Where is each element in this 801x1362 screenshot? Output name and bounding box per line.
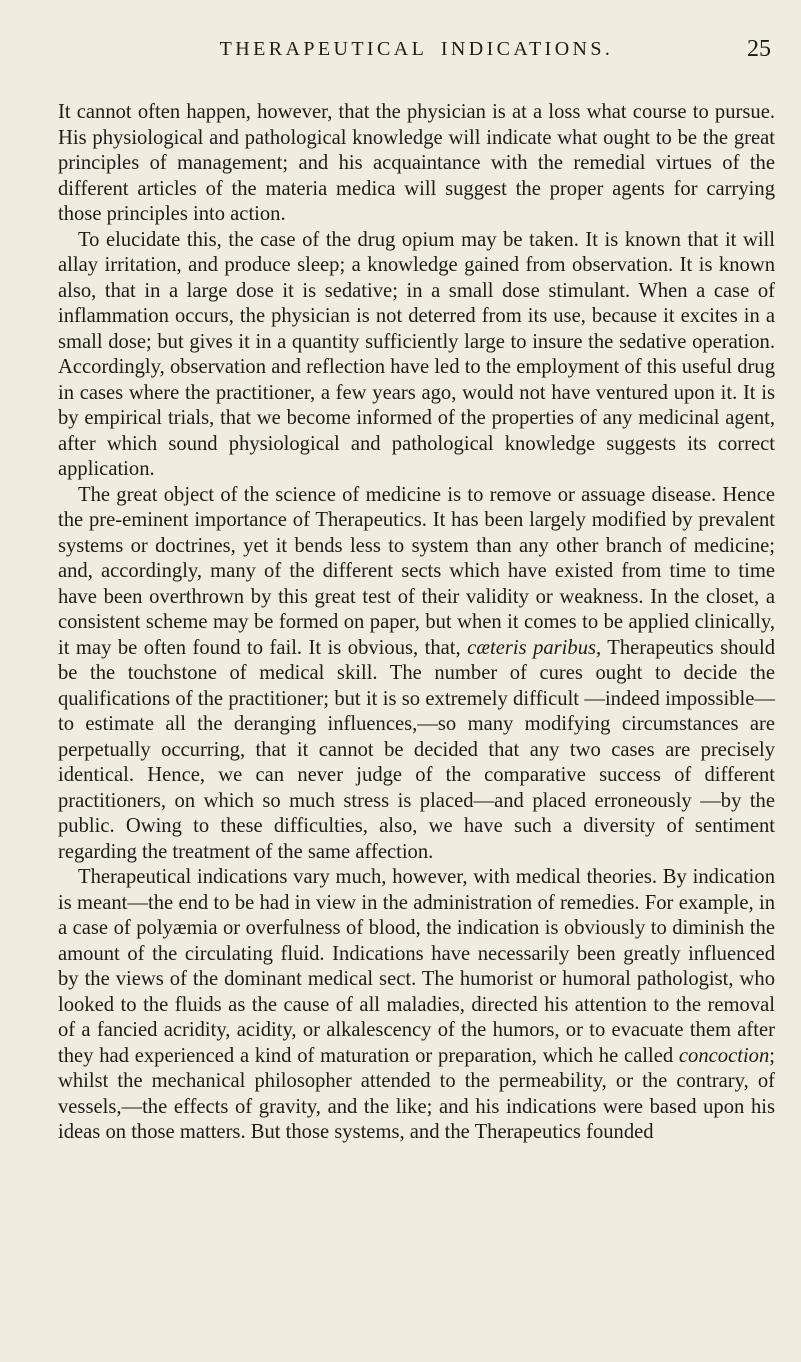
running-title: THERAPEUTICAL INDICATIONS. (219, 38, 614, 60)
text-run: To elucidate this, the case of the drug opium may be taken. It is known that it will allay irritation, and produce sleep; a knowledge gained from observation. It is known also, that in a large dose it is sedative; in a small dose stimulant. When a case of inflammation occurs, the physician is not deterred from its use, because it excites in a small dose; but gives it in a quantity sufficiently large to insure the sedative operation. Accordingly, observation and reflection have led to the employment of this useful drug in cases where the practitioner, a few years ago, would not have ventured upon it. It is by empirical trials, that we become informed of the properties of any medicinal agent, after which sound physiological and pathological knowledge suggests its correct application. (58, 228, 775, 480)
italic-phrase: concoction (678, 1044, 770, 1067)
text-run: , Therapeutics should be the touchstone of medical skill. The number of cures ought to decide the qualifications of the practitioner; but it is so extremely difficult —indeed impossible—to estimate all the deranging influences,—so many modifying circumstances are perpetually occurring, that it cannot be decided that any two cases are precisely identical. Hence, we can never judge of the comparative success of different practitioners, on which so much stress is placed—and placed erroneously —by the public. Owing to these difficulties, also, we have such a diversity of sentiment regarding the treatment of the same affection. (58, 636, 775, 863)
paragraph (58, 865, 775, 1146)
body-text (58, 100, 775, 1146)
text-run: The great object of the science of medicine is to remove or assuage disease. Hence the pre-eminent importance of Therapeutics. It has been largely modified by prevalent systems or doctrines, yet it bends less to system than any other branch of medicine; and, accordingly, many of the different sects which have existed from time to time have been overthrown by this great test of their validity or weakness. In the closet, a consistent scheme may be formed on paper, but when it comes to be applied clinically, it may be often found to fail. It is obvious, that, (58, 483, 775, 659)
paragraph (58, 228, 775, 483)
page-number: 25 (747, 36, 771, 62)
paragraph (58, 100, 775, 228)
text-run: Therapeutical indications vary much, however, with medical theories. By indication is meant—the end to be had in view in the administration of remedies. For example, in a case of polyæmia or overfulness of blood, the indication is obviously to diminish the amount of the circulating fluid. Indications have necessarily been greatly influenced by the views of the dominant medical sect. The humorist or humoral pathologist, who looked to the fluids as the cause of all maladies, directed his attention to the removal of a fancied acridity, acidity, or alkalescency of the humors, or to evacuate them after they had experienced a kind of maturation or preparation, which he called (58, 866, 775, 1067)
running-head (58, 36, 775, 76)
text-run: ; whilst the mechanical philosopher attended to the permeability, or the contrary, of vessels,—the effects of gravity, and the like; and his indications were based upon his ideas on those matters. But those systems, and the Therapeutics founded (58, 1044, 775, 1143)
italic-phrase: cæteris paribus (467, 636, 597, 659)
text-run: It cannot often happen, however, that the physician is at a loss what course to pursue. His physiological and pathological knowledge will indicate what ought to be the great principles of management; and his acquaintance with the remedial virtues of the different articles of the materia medica will suggest the proper agents for carrying those principles into action. (58, 101, 775, 225)
paragraph (58, 483, 775, 866)
